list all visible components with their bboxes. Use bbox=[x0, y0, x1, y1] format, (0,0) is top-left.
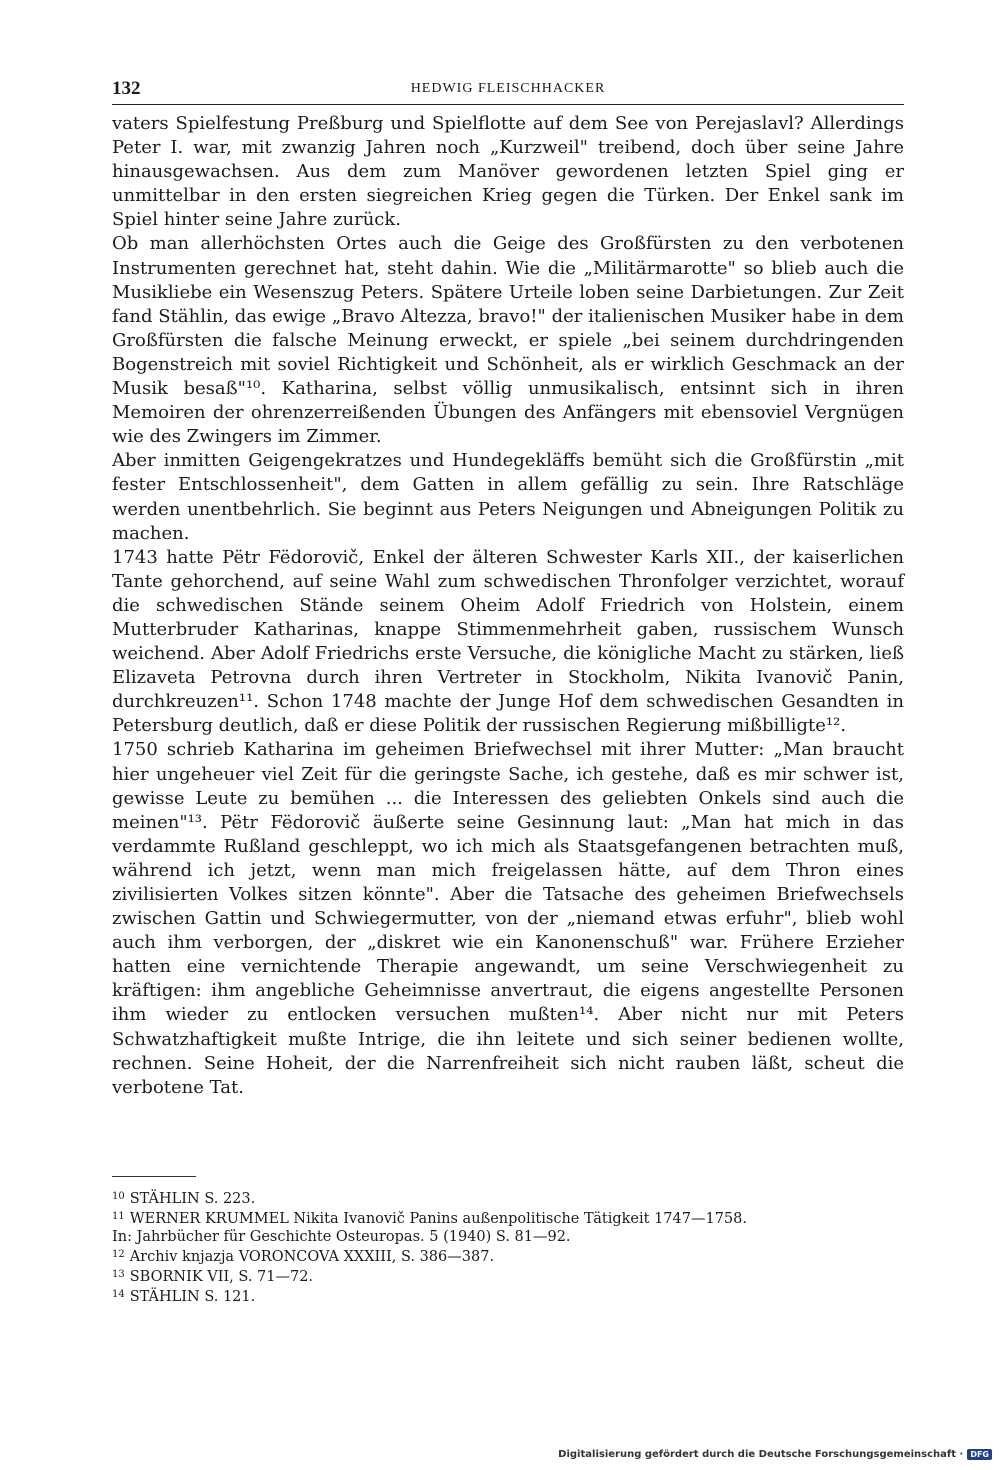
paragraph: 1743 hatte Pëtr Fëdorovič, Enkel der älteren Schwester Karls XII., der kaiserlichen Tante gehorchend, auf seine Wahl zum schwedischen Thronfolger verzichtet, worauf die schwedischen Stände seinem Oheim Adolf Friedrich von Holstein, einem Mutterbruder Katharinas, knappe Stimmenmehrheit gaben, russischem Wunsch weichend. Aber Adolf Friedrichs erste Versuche, die königliche Macht zu stärken, ließ Elizaveta Petrovna durch ihren Vertreter in Stockholm, Nikita Ivanovič Panin, durchkreuzen¹¹. Schon 1748 machte der Junge Hof dem schwedischen Gesandten in Petersburg deutlich, daß er diese Politik der russischen Regierung mißbilligte¹². bbox=[112, 546, 904, 737]
paragraph: Ob man allerhöchsten Ortes auch die Geige des Großfürsten zu den verbotenen Instrumenten gerechnet hat, steht dahin. Wie die „Militärmarotte" so blieb auch die Musikliebe ein Wesenszug Peters. Spätere Urteile loben seine Darbietungen. Zur Zeit fand Stählin, das ewige „Bravo Altezza, bravo!" der italienischen Musiker habe in dem Großfürsten die falsche Meinung erweckt, er spiele „bei seinem durchdringenden Bogenstreich mit soviel Richtigkeit und Schönheit, als er wirklich Geschmack an der Musik besaß"¹⁰. Katharina, selbst völlig unmusikalisch, entsinnt sich in ihren Memoiren der ohrenzerreißenden Übungen des Anfängers mit ebensoviel Vergnügen wie des Zwingers im Zimmer. bbox=[112, 233, 904, 448]
footnotes bbox=[112, 1188, 904, 1306]
footnote-continuation: In: Jahrbücher für Geschichte Osteuropas. 5 (1940) S. 81—92. bbox=[112, 1229, 571, 1245]
credit-text: Digitalisierung gefördert durch die Deutsche Forschungsgemeinschaft · bbox=[558, 1449, 964, 1460]
running-title: HEDWIG FLEISCHHACKER bbox=[410, 81, 606, 96]
footnote-text: WERNER KRUMMEL Nikita Ivanovič Panins außenpolitische Tätigkeit 1747—1758. bbox=[129, 1211, 747, 1227]
footnote-number: 14 bbox=[112, 1289, 125, 1300]
footnote-number: 13 bbox=[112, 1269, 125, 1280]
footnote-text: SBORNIK VII, S. 71—72. bbox=[129, 1269, 314, 1285]
header-rule bbox=[112, 104, 904, 105]
footnote-number: 12 bbox=[112, 1249, 125, 1260]
dfg-logo-icon: DFG bbox=[967, 1449, 992, 1460]
paragraph: vaters Spielfestung Preßburg und Spielflotte auf dem See von Perejaslavl? Allerdings Peter I. war, mit zwanzig Jahren noch „Kurzweil" treibend, doch über seine Jahre hinausgewachsen. Aus dem zum Manöver gewordenen letzten Spiel ging er unmittelbar in den ersten siegreichen Krieg gegen die Türken. Der Enkel sank im Spiel hinter seine Jahre zurück. bbox=[112, 113, 904, 231]
footnote bbox=[112, 1208, 904, 1246]
footnote bbox=[112, 1286, 904, 1306]
page-header bbox=[112, 78, 904, 102]
footnote-number: 10 bbox=[112, 1191, 125, 1202]
paragraph: Aber inmitten Geigengekratzes und Hundegekläffs bemüht sich die Großfürstin „mit fester Entschlossenheit", dem Gatten in allem gefällig zu sein. Ihre Ratschläge werden unentbehrlich. Sie beginnt aus Peters Neigungen und Abneigungen Politik zu machen. bbox=[112, 450, 904, 544]
footnote-text: STÄHLIN S. 121. bbox=[129, 1289, 256, 1305]
footnote-number: 11 bbox=[112, 1211, 125, 1222]
footnote bbox=[112, 1246, 904, 1266]
footnote bbox=[112, 1266, 904, 1286]
footnote-text: STÄHLIN S. 223. bbox=[129, 1191, 256, 1207]
footnote-rule bbox=[112, 1176, 196, 1177]
footnote-text: Archiv knjazja VORONCOVA XXXIII, S. 386—387. bbox=[129, 1249, 495, 1265]
footnote bbox=[112, 1188, 904, 1208]
body-text bbox=[112, 112, 904, 1100]
page-number: 132 bbox=[112, 78, 141, 99]
digitization-credit bbox=[558, 1449, 992, 1460]
paragraph: 1750 schrieb Katharina im geheimen Briefwechsel mit ihrer Mutter: „Man braucht hier ungeheuer viel Zeit für die geringste Sache, ich gestehe, daß es mir schwer ist, gewisse Leute zu bemühen ... die Interessen des geliebten Onkels sind auch die meinen"¹³. Pëtr Fëdorovič äußerte seine Gesinnung laut: „Man hat mich in das verdammte Rußland geschleppt, wo ich mich als Staatsgefangenen betrachten muß, während ich jetzt, wenn man mich freigelassen hätte, auf dem Thron eines zivilisierten Volkes sitzen könnte". Aber die Tatsache des geheimen Briefwechsels zwischen Gattin und Schwiegermutter, von der „niemand etwas erfuhr", blieb wohl auch ihm verborgen, der „diskret wie ein Kanonenschuß" war. Frühere Erzieher hatten eine vernichtende Therapie angewandt, um seine Verschwiegenheit zu kräftigen: ihm angebliche Geheimnisse anvertraut, die eigens angestellte Personen ihm wieder zu entlocken versuchen mußten¹⁴. Aber nicht nur mit Peters Schwatzhaftigkeit mußte Intrige, die ihn leitete und sich seiner bedienen wollte, rechnen. Seine Hoheit, der die Narrenfreiheit sich nicht rauben läßt, scheut die verbotene Tat. bbox=[112, 739, 904, 1098]
